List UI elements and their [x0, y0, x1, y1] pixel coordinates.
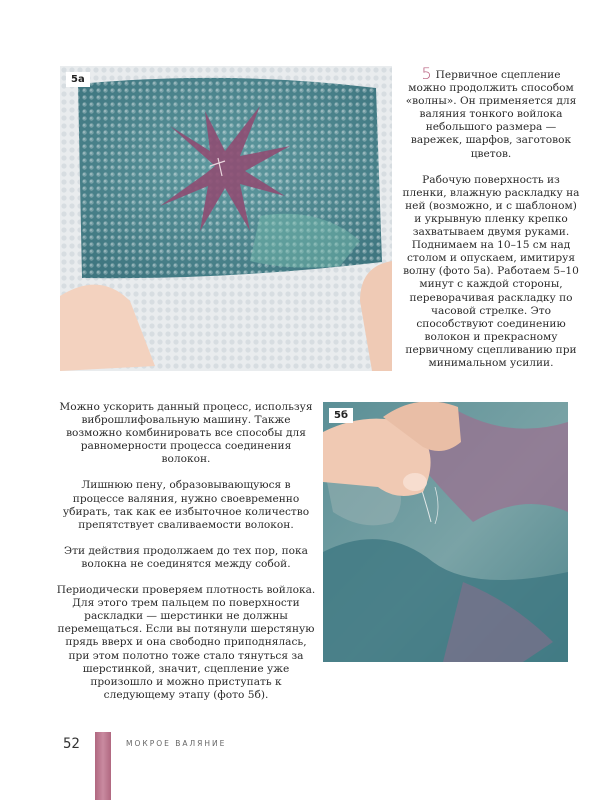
section-color-tab: [95, 732, 111, 800]
photo-5b: [323, 402, 568, 662]
step-paragraph: [402, 64, 580, 161]
right-text-column: [402, 64, 580, 383]
fiber-pull-photo: [323, 402, 568, 662]
right-paragraph-1: Первичное сцепление можно продолжить способом «волны». Он применяется для валяния тонкого войлока небольшого размера — варежек, шарфов, заготовок цветов.: [405, 69, 577, 160]
page-number: 52: [63, 736, 80, 752]
right-paragraph-2: Рабочую поверхность из пленки, влажную раскладку на ней (возможно, и с шаблоном) и укрывную пленку крепко захватываем двумя руками. Поднимаем на 10–15 см над столом и опускаем, имитируя волну (фото 5а). Работаем 5–10 минут с каждой стороны, переворачивая раскладку по часовой стрелке. Это способствуют соединению волокон и прекрасному первичному сцепливанию при минимальном усилии.: [402, 173, 580, 369]
left-paragraph-4: Периодически проверяем плотность войлока. Для этого трем пальцем по поверхности раскладки — шерстинки не должны перемещаться. Если вы потянули шерстяную прядь вверх и она свободно приподнялась, при этом полотно тоже стало тянуться за шерстинкой, значит, сцепление уже произошло и можно приступать к следующему этапу (фото 5б).: [56, 584, 316, 701]
photo-5a: [60, 66, 392, 371]
section-title: МОКРОЕ ВАЛЯНИЕ: [126, 739, 227, 748]
step-number: 5: [421, 64, 432, 83]
photo-label-5a: 5а: [66, 72, 90, 87]
photo-label-5b: 5б: [329, 408, 353, 423]
left-paragraph-3: Эти действия продолжаем до тех пор, пока волокна не соединятся между собой.: [64, 544, 308, 570]
left-paragraph-2: Лишнюю пену, образовывающуюся в процессе валяния, нужно своевременно убирать, так как ее избыточное количество препятствует сваливаемости волокон.: [62, 479, 310, 531]
left-text-column: [56, 401, 316, 715]
felt-wave-photo: [60, 66, 392, 371]
left-paragraph-1: Можно ускорить данный процесс, используя виброшлифовальную машину. Также возможно комбинировать все способы для равномерности процесса соединения волокон.: [59, 401, 313, 466]
